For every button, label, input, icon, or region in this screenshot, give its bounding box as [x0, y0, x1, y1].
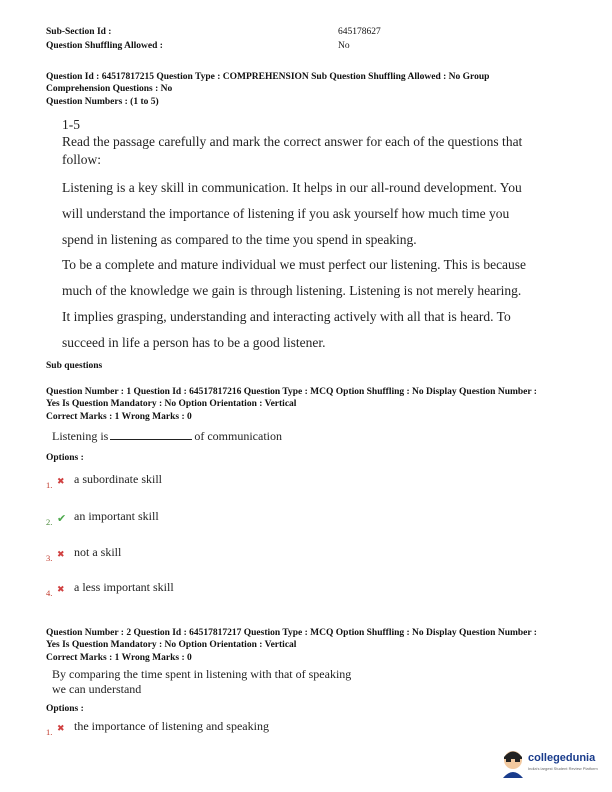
q1-meta-line1: Question Number : 1 Question Id : 64517817216 Question Type : MCQ Option Shuffling : No Display Question Number :: [46, 387, 537, 397]
q2-text-line2: we can understand: [52, 682, 142, 696]
option-text: a subordinate skill: [74, 472, 162, 486]
q1-text-before: Listening is: [52, 429, 109, 443]
q1-text: [52, 429, 282, 444]
option-number: 3.: [46, 553, 53, 563]
passage-line: Listening is a key skill in communication. It helps in our all-round development. You: [62, 180, 522, 195]
option-number: 2.: [46, 517, 53, 527]
subsection-label: Sub-Section Id :: [46, 27, 112, 37]
passage-line: It implies grasping, understanding and interacting actively with all that is heard. To: [62, 309, 511, 324]
q1-options-label: Options :: [46, 453, 84, 463]
question-range: 1-5: [62, 117, 80, 132]
cross-icon: ✖: [57, 723, 65, 733]
option-number: 4.: [46, 588, 53, 598]
passage-line: spend in listening as compared to the time you spend in speaking.: [62, 232, 417, 247]
answer-blank: [110, 439, 192, 440]
q2-meta-line2: Yes Is Question Mandatory : No Option Orientation : Vertical: [46, 640, 297, 650]
subsection-value: 645178627: [338, 27, 381, 37]
instruction-line1: Read the passage carefully and mark the correct answer for each of the questions that: [62, 134, 523, 149]
passage-line: will understand the importance of listening if you ask yourself how much time you: [62, 206, 510, 221]
comprehension-meta-line1: Question Id : 64517817215 Question Type : COMPREHENSION Sub Question Shuffling Allowed : No Group: [46, 72, 490, 82]
option-number: 1.: [46, 727, 53, 737]
q1-text-after: of communication: [194, 429, 282, 443]
passage-line: succeed in life a person has to be a good listener.: [62, 335, 326, 350]
passage-line: much of the knowledge we gain is through listening. Listening is not merely hearing.: [62, 283, 522, 298]
option-text: the importance of listening and speaking: [74, 719, 269, 733]
logo-name: collegedunia: [528, 752, 596, 764]
q1-meta-line2: Yes Is Question Mandatory : No Option Orientation : Vertical: [46, 399, 297, 409]
option-text: a less important skill: [74, 580, 174, 594]
comprehension-meta-line3: Question Numbers : (1 to 5): [46, 97, 159, 107]
q2-text-line1: By comparing the time spent in listening with that of speaking: [52, 667, 352, 681]
option-text: not a skill: [74, 545, 122, 559]
check-icon: ✔: [57, 513, 67, 525]
q2-meta-line1: Question Number : 2 Question Id : 64517817217 Question Type : MCQ Option Shuffling : No Display Question Number :: [46, 628, 537, 638]
cross-icon: ✖: [57, 476, 65, 486]
shuffle-value: No: [338, 41, 350, 51]
q1-meta-line3: Correct Marks : 1 Wrong Marks : 0: [46, 412, 192, 422]
shuffle-label: Question Shuffling Allowed :: [46, 41, 163, 51]
collegedunia-logo: [500, 748, 608, 778]
logo-tagline: India's largest Student Review Platform: [528, 766, 598, 771]
q2-options-label: Options :: [46, 704, 84, 714]
passage-line: To be a complete and mature individual we must perfect our listening. This is because: [62, 257, 527, 272]
q2-meta-line3: Correct Marks : 1 Wrong Marks : 0: [46, 653, 192, 663]
comprehension-meta-line2: Comprehension Questions : No: [46, 84, 173, 94]
option-number: 1.: [46, 480, 53, 490]
cross-icon: ✖: [57, 584, 65, 594]
instruction-line2: follow:: [62, 152, 101, 167]
option-text: an important skill: [74, 509, 159, 523]
mascot-icon: [500, 748, 526, 778]
cross-icon: ✖: [57, 549, 65, 559]
sub-questions-label: Sub questions: [46, 361, 103, 371]
